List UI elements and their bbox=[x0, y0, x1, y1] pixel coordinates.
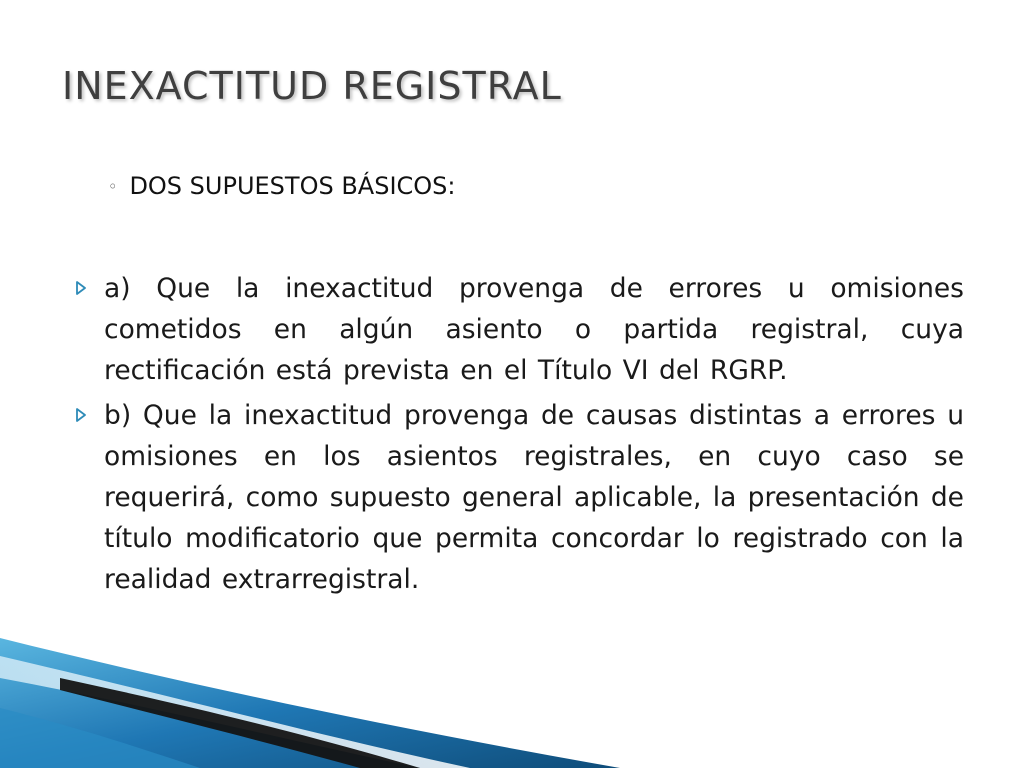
slide-title: INEXACTITUD REGISTRAL bbox=[62, 64, 562, 108]
bullet-list bbox=[76, 268, 964, 604]
subheading bbox=[108, 172, 456, 200]
ring-bullet-icon: ◦ bbox=[108, 176, 118, 196]
arrow-bullet-icon bbox=[76, 395, 104, 422]
list-item bbox=[76, 395, 964, 600]
subheading-text: DOS SUPUESTOS BÁSICOS: bbox=[129, 172, 456, 200]
arrow-bullet-icon bbox=[76, 268, 104, 295]
list-item bbox=[76, 268, 964, 391]
bullet-text: a) Que la inexactitud provenga de errores u omisiones cometidos en algún asiento o partida registral, cuya rectificación está prevista en el Título VI del RGRP. bbox=[104, 273, 964, 386]
bullet-text: b) Que la inexactitud provenga de causas distintas a errores u omisiones en los asientos registrales, en cuyo caso se requerirá, como supuesto general aplicable, la presentación de título modificatorio que permita concordar lo registrado con la realidad extrarregistral. bbox=[104, 400, 964, 595]
decorative-swoosh bbox=[0, 638, 1024, 768]
